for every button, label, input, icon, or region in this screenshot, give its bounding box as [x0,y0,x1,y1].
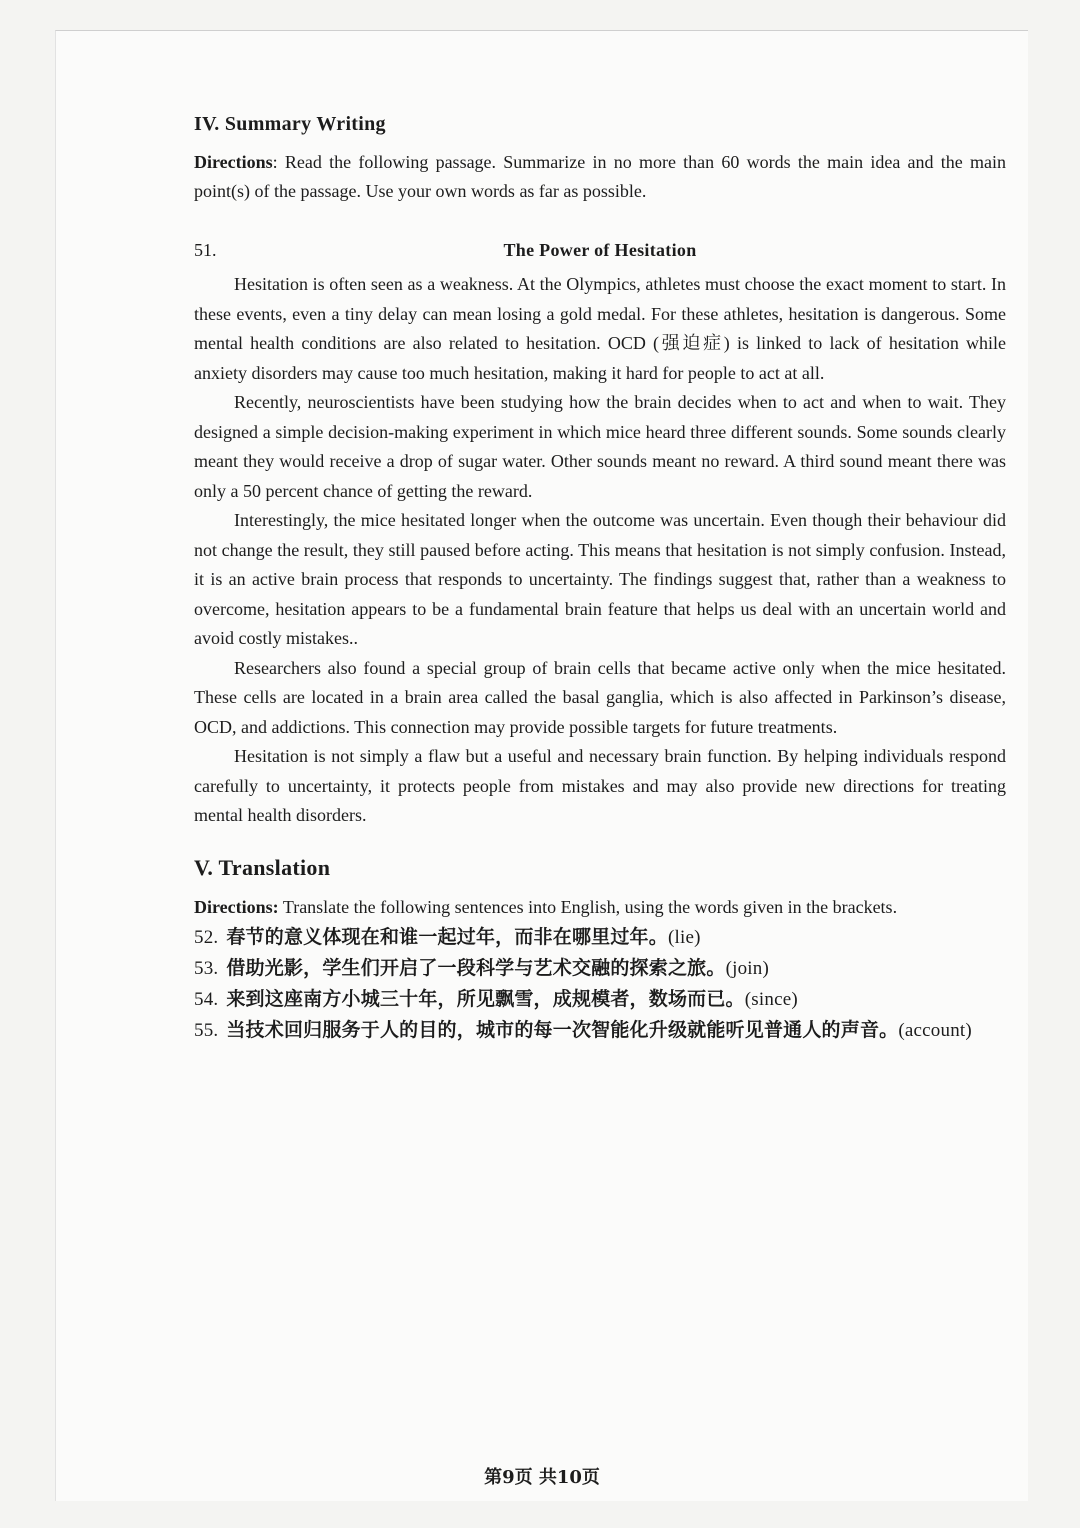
passage-paragraph: Interestingly, the mice hesitated longer when the outcome was uncertain. Even though their behaviour did not change the result, they still paused before acting. This means that hesitation is not simply confusion. Instead, it is an active brain process that responds to uncertainty. The findings suggest that, rather than a weakness to overcome, hesitation appears to be a fundamental brain feature that helps us deal with an uncertain world and avoid costly mistakes.. [194,510,1006,648]
directions-label: Directions [194,152,273,172]
passage-paragraph: Hesitation is often seen as a weakness. At the Olympics, athletes must choose the exact moment to start. In these events, even a tiny delay can mean losing a gold medal. For these athletes, hesitation is dangerous. Some mental health conditions are also related to hesitation. OCD (强迫症) is linked to lack of hesitation while anxiety disorders may cause too much hesitation, making it hard for people to act at all. [194,274,1006,383]
directions-text: : Read the following passage. Summarize in no more than 60 words the main idea and the main point(s) of the passage. Use your own words as far as possible. [194,152,1006,201]
item-number: 52. [194,926,219,948]
section-5 [194,855,1006,1046]
item-text: 来到这座南方小城三十年，所见飘雪，成规模者，数场而已。 [226,987,745,1010]
page-footer: 第9页 共10页 [484,1467,600,1488]
passage-body [194,270,1006,831]
passage-paragraph: Hesitation is not simply a flaw but a useful and necessary brain function. By helping individuals respond carefully to uncertainty, it protects people from mistakes and may also provide new directions for treating mental health disorders. [194,746,1006,825]
directions-label: Directions: [194,896,279,917]
directions-text: Translate the following sentences into English, using the words given in the brackets. [278,896,898,917]
translation-item-52 [194,922,1006,953]
page-content [194,113,1006,1046]
section-4-directions [194,148,1006,206]
question-number: 51. [194,240,217,260]
exam-page [55,30,1028,1501]
item-number: 54. [194,988,219,1010]
item-hint: (account) [898,1019,972,1041]
passage-title: The Power of Hesitation [503,240,697,260]
item-number: 53. [194,957,219,979]
translation-item-53 [194,953,1006,984]
item-text: 春节的意义体现在和谁一起过年，而非在哪里过年。 [226,925,668,948]
item-text: 当技术回归服务于人的目的，城市的每一次智能化升级就能听见普通人的声音。 [226,1018,899,1041]
translation-item-54 [194,984,1006,1015]
item-text: 借助光影，学生们开启了一段科学与艺术交融的探索之旅。 [226,956,726,979]
section-5-title: V. Translation [194,854,331,880]
item-hint: (lie) [667,926,701,948]
question-51-header [194,240,1006,270]
translation-item-55 [194,1015,1006,1046]
passage-paragraph: Researchers also found a special group of brain cells that became active only when the mice hesitated. These cells are located in a brain area called the basal ganglia, which is also affected in Parkinson’s disease, OCD, and addictions. This connection may provide possible targets for future treatments. [194,657,1006,737]
section-5-directions [194,893,1006,922]
item-number: 55. [194,1019,219,1041]
passage-paragraph: Recently, neuroscientists have been studying how the brain decides when to act and when to wait. They designed a simple decision-making experiment in which mice heard three different sounds. Some sounds clearly meant they would receive a drop of sugar water. Other sounds meant no reward. A third sound meant there was only a 50 percent chance of getting the reward. [194,392,1006,501]
section-4-title: IV. Summary Writing [194,113,386,135]
item-hint: (since) [744,988,798,1010]
item-hint: (join) [725,957,769,979]
